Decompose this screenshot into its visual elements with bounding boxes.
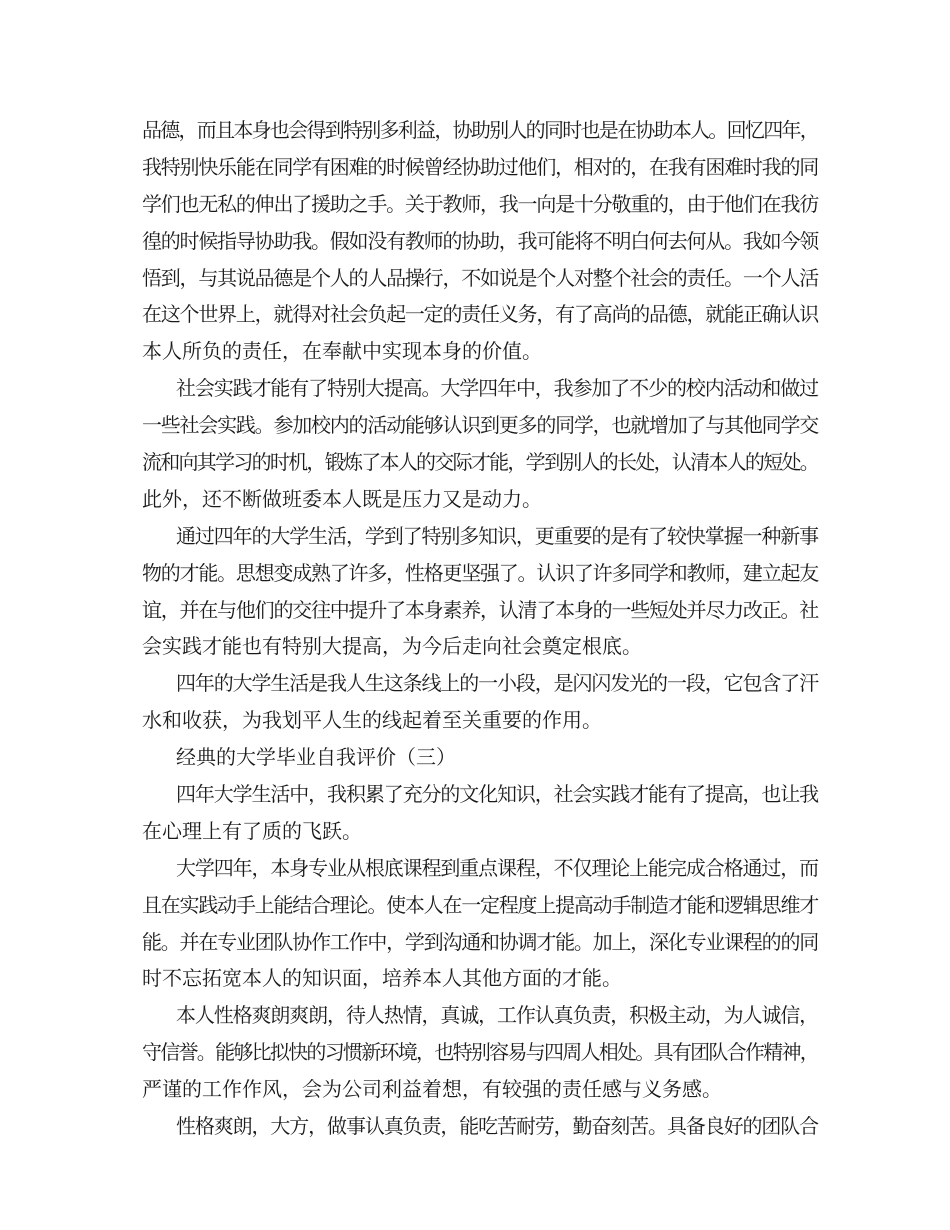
text-line: 时不忘拓宽本人的知识面，培养本人其他方面的才能。: [142, 966, 622, 991]
text-line: 四年大学生活中，我积累了充分的文化知识，社会实践才能有了提高，也让我: [176, 782, 818, 807]
text-line: 性格爽朗，大方，做事认真负责，能吃苦耐劳，勤奋刻苦。具备良好的团队合: [176, 1114, 818, 1139]
text-line: 谊，并在与他们的交往中提升了本身素养，认清了本身的一些短处并尽力改正。社: [142, 597, 818, 622]
text-line: 在心理上有了质的飞跃。: [142, 818, 362, 843]
text-line: 会实践才能也有特别大提高，为今后走向社会奠定根底。: [142, 634, 642, 659]
text-line: 严谨的工作作风，会为公司利益着想，有较强的责任感与义务感。: [142, 1077, 722, 1102]
text-line: 社会实践才能有了特别大提高。大学四年中，我参加了不少的校内活动和做过: [176, 376, 818, 401]
text-line: 本人所负的责任，在奉献中实现本身的价值。: [142, 339, 542, 364]
text-line: 徨的时候指导协助我。假如没有教师的协助，我可能将不明白何去何从。我如今领: [142, 228, 818, 253]
text-line: 悟到，与其说品德是个人的人品操行，不如说是个人对整个社会的责任。一个人活: [142, 265, 818, 290]
document-body: [142, 112, 818, 1145]
text-line: 在这个世界上，就得对社会负起一定的责任义务，有了高尚的品德，就能正确认识: [142, 302, 818, 327]
text-line: 通过四年的大学生活，学到了特别多知识，更重要的是有了较快掌握一种新事: [176, 523, 818, 548]
text-line: 四年的大学生活是我人生这条线上的一小段，是闪闪发光的一段，它包含了汗: [176, 671, 818, 696]
text-line: 大学四年，本身专业从根底课程到重点课程，不仅理论上能完成合格通过，而: [176, 855, 818, 880]
text-line: 守信誉。能够比拟快的习惯新环境，也特别容易与四周人相处。具有团队合作精神，: [142, 1040, 818, 1065]
section-heading: 经典的大学毕业自我评价（三）: [176, 745, 456, 770]
text-line: 学们也无私的伸出了援助之手。关于教师，我一向是十分敬重的，由于他们在我彷: [142, 191, 818, 216]
text-line: 此外，还不断做班委本人既是压力又是动力。: [142, 486, 542, 511]
text-line: 水和收获，为我划平人生的线起着至关重要的作用。: [142, 708, 602, 733]
text-line: 品德，而且本身也会得到特别多利益，协助别人的同时也是在协助本人。回忆四年，: [142, 118, 818, 142]
text-line: 我特别快乐能在同学有困难的时候曾经协助过他们，相对的，在我有困难时我的同: [142, 154, 818, 179]
text-line: 能。并在专业团队协作工作中，学到沟通和协调才能。加上，深化专业课程的的同: [142, 929, 818, 954]
text-line: 物的才能。思想变成熟了许多，性格更坚强了。认识了许多同学和教师，建立起友: [142, 560, 818, 585]
text-line: 且在实践动手上能结合理论。使本人在一定程度上提高动手制造才能和逻辑思维才: [142, 892, 818, 917]
text-line: 一些社会实践。参加校内的活动能够认识到更多的同学，也就增加了与其他同学交: [142, 413, 818, 438]
text-line: 本人性格爽朗爽朗，待人热情，真诚，工作认真负责，积极主动，为人诚信，: [176, 1003, 818, 1028]
text-line: 流和向其学习的时机，锻炼了本人的交际才能，学到别人的长处，认清本人的短处。: [142, 450, 818, 475]
